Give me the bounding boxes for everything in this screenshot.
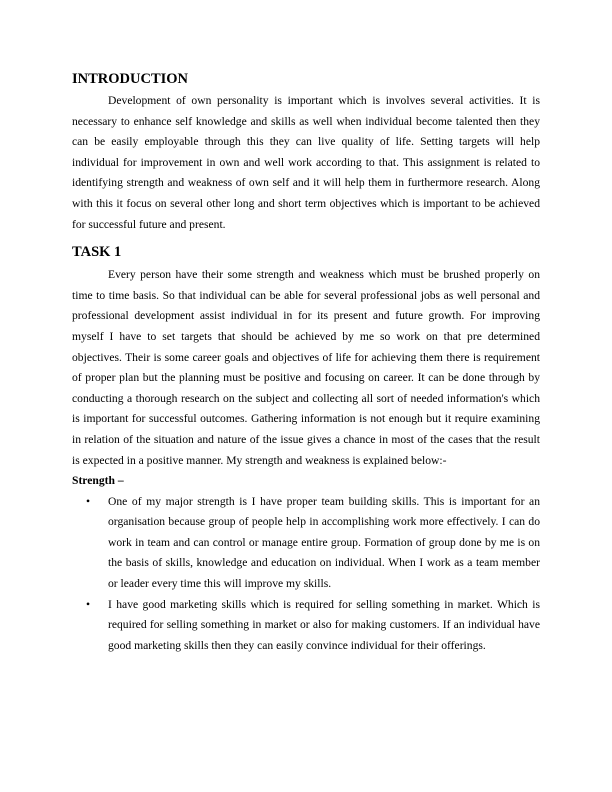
document-page	[72, 70, 540, 656]
task1-section	[72, 243, 540, 656]
task1-paragraph: Every person have their some strength and weakness which must be brushed properly on time to time basis. So that individual can be able for several professional jobs as well personal and professional development assist individual in for its present and future growth. For improving myself I have to set targets that should be achieved by me so work on that pre determined objectives. Their is some career goals and objectives of life for achieving them there is requirement of proper plan but the planning must be positive and focusing on career. It can be done through by conducting a thorough research on the subject and collecting all sort of needed information's which is important for successful outcomes. Gathering information is not enough but it require examining in relation of the situation and nature of the issue gives a chance in most of the cases that the result is expected in a positive manner. My strength and weakness is explained below:-	[72, 268, 540, 467]
introduction-paragraph: Development of own personality is important which is involves several activities. It is necessary to enhance self knowledge and skills as well when individual become talented then they can be easily employable through this they can live quality of life. Setting targets will help individual for improvement in own and well work according to that. This assignment is related to identifying strength and weakness of own self and it will help them in furthermore research. Along with this it focus on several other long and short term objectives which is important to be achieved for successful future and present.	[72, 94, 540, 231]
strength-list	[72, 492, 540, 657]
introduction-heading: INTRODUCTION	[72, 71, 189, 87]
bullet-icon: •	[86, 494, 91, 508]
task1-heading: TASK 1	[72, 244, 122, 261]
strength-list-item	[72, 595, 540, 657]
introduction-section	[72, 70, 540, 235]
strength-list-item	[72, 492, 540, 595]
strength-text: One of my major strength is I have proper team building skills. This is important for an organisation because group of people help in accomplishing work more effectively. I can do work in team and can control or manage entire group. Formation of group done by me is on the basis of skills, knowledge and education on individual. When I work as a team member or leader every time this will improve my skills.	[108, 494, 540, 591]
bullet-icon: •	[86, 597, 91, 611]
strength-text: I have good marketing skills which is required for selling something in market. Which is required for selling something in market or also for making customers. If an individual have good marketing skills then they can easily convince individual for their offerings.	[108, 597, 540, 652]
strength-heading: Strength –	[72, 474, 124, 488]
